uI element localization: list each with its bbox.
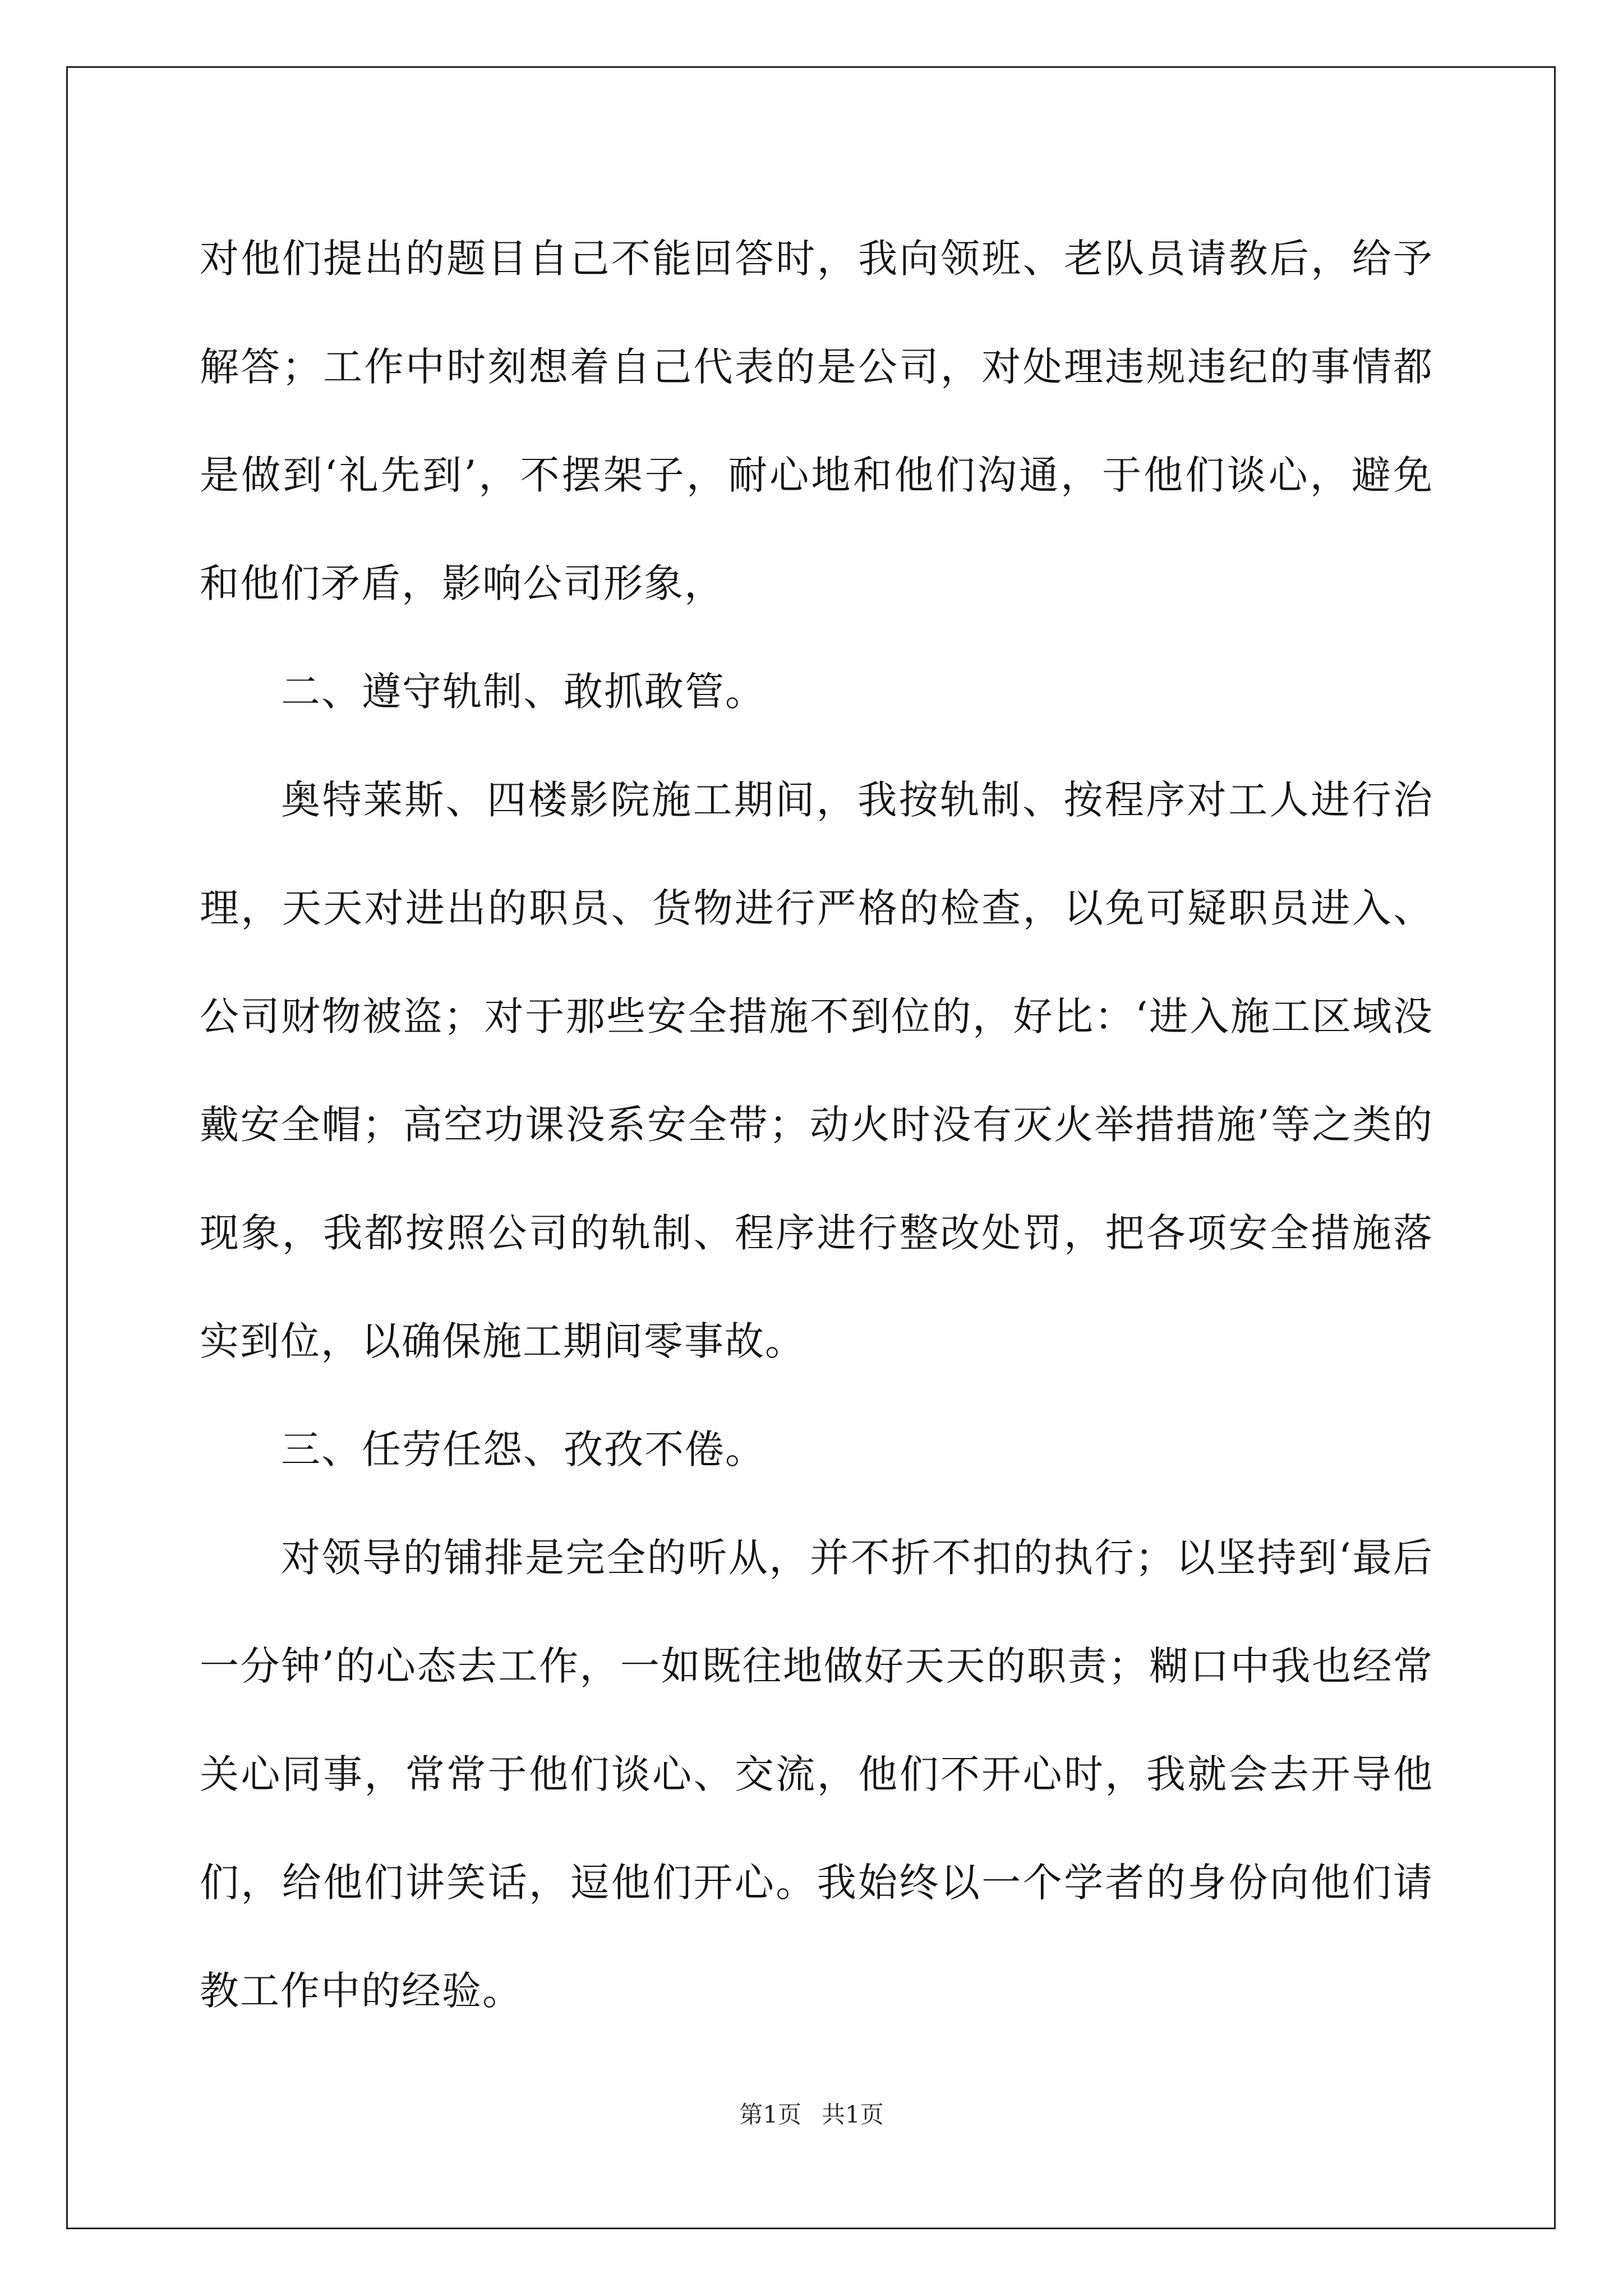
section-heading-2: 二、遵守轨制、敢抓敢管。 [281, 669, 766, 715]
section-heading-3: 三、任劳任怨、孜孜不倦。 [281, 1427, 766, 1473]
paragraph-3: 奥特莱斯、四楼影院施工期间，我按轨制、按程序对工人进行治理，天天对进出的职员、货物进行严格的检查，以免可疑职员进入、公司财物被盗；对于那些安全措施不到位的，好比：‘进入施工区域没戴安全帽；高空功课没系安全带；动火时没有灭火举措措施’等之类的现象，我都按照公司的轨制、程序进行整改处罚，把各项安全措施落实到位，以确保施工期间零事故。 [200, 777, 1433, 1364]
paragraph-1: 对他们提出的题目自己不能回答时，我向领班、老队员请教后，给予解答；工作中时刻想着自己代表的是公司，对处理违规违纪的事情都是做到‘礼先到’，不摆架子，耐心地和他们沟通，于他们谈心，避免和他们矛盾，影响公司形象， [200, 236, 1434, 606]
paragraph-5: 对领导的铺排是完全的听从，并不折不扣的执行；以坚持到‘最后一分钟’的心态去工作，一如既往地做好天天的职责；糊口中我也经常关心同事，常常于他们谈心、交流，他们不开心时，我就会去开导他们，给他们讲笑话，逗他们开心。我始终以一个学者的身份向他们请教工作中的经验。 [200, 1535, 1433, 2014]
page-number: 第1页 [739, 2101, 801, 2128]
document-body [200, 205, 1433, 2045]
page-total: 共1页 [822, 2101, 884, 2128]
page-footer [0, 2098, 1623, 2132]
